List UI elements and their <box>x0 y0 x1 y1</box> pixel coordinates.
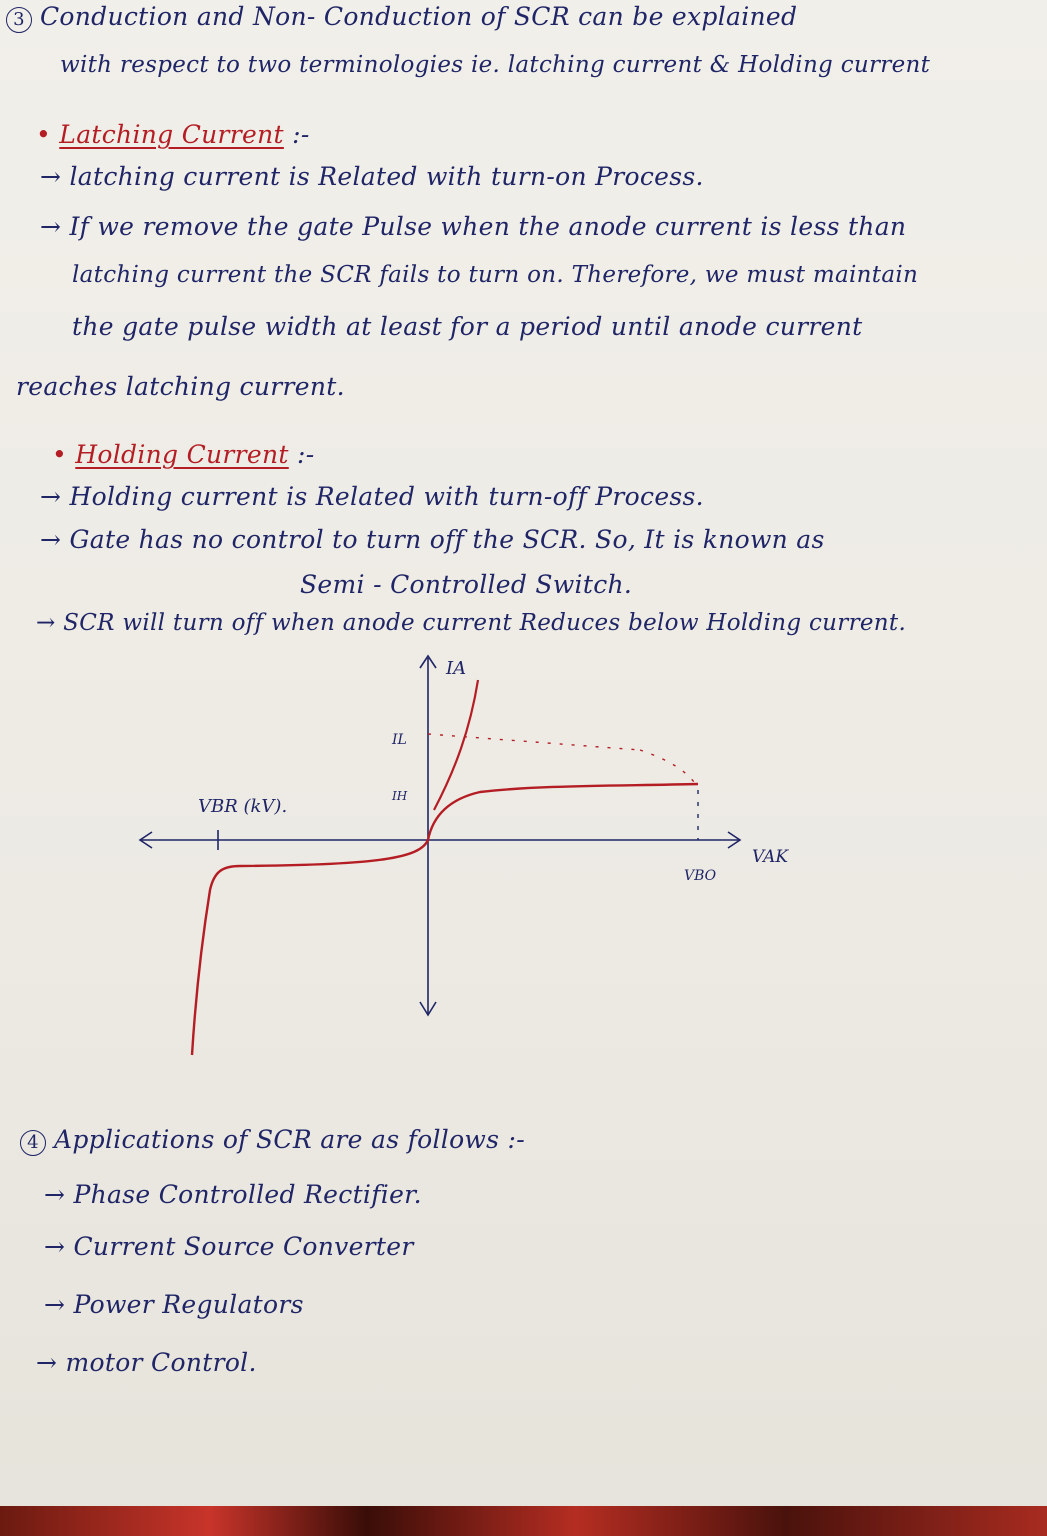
il-dotted-curve <box>640 750 698 788</box>
holding-line-3: Semi - Controlled Switch. <box>300 570 633 599</box>
holding-heading-line <box>52 440 315 469</box>
latching-heading-line <box>36 120 310 149</box>
section-4-title-line <box>20 1125 525 1156</box>
bullet-holding: • <box>52 440 76 469</box>
ih-label: IH <box>392 789 408 803</box>
application-item-3: → Power Regulators <box>44 1290 304 1319</box>
vbr-label: VBR (kV). <box>198 796 288 817</box>
latching-line-3: latching current the SCR fails to turn on. Therefore, we must maintain <box>72 262 919 288</box>
x-axis-label: VAK <box>752 847 789 867</box>
latching-heading-suffix: :- <box>292 120 310 149</box>
reverse-characteristic-curve <box>192 840 428 1055</box>
latching-heading: Latching Current <box>59 120 284 149</box>
bullet-latching: • <box>36 120 60 149</box>
application-item-2: → Current Source Converter <box>44 1232 414 1261</box>
il-label: IL <box>392 732 407 748</box>
section-4-number: 4 <box>20 1130 46 1156</box>
latching-line-5: reaches latching current. <box>16 372 345 401</box>
conduction-branch-curve <box>434 680 478 810</box>
latching-line-4: the gate pulse width at least for a period until anode current <box>72 312 863 341</box>
application-item-4: → motor Control. <box>36 1348 257 1377</box>
latching-line-2: → If we remove the gate Pulse when the anode current is less than <box>40 212 907 241</box>
application-item-1: → Phase Controlled Rectifier. <box>44 1180 422 1209</box>
section-3-intro-line-1 <box>6 2 797 33</box>
background-fabric-edge <box>0 1506 1047 1536</box>
holding-heading: Holding Current <box>75 440 289 469</box>
latching-line-1: → latching current is Related with turn-on Process. <box>40 162 704 191</box>
holding-line-2: → Gate has no control to turn off the SCR. So, It is known as <box>40 525 825 554</box>
il-dotted-line <box>428 734 640 750</box>
y-axis-label: IA <box>446 658 467 679</box>
forward-characteristic-curve <box>428 784 698 840</box>
holding-heading-suffix: :- <box>297 440 315 469</box>
vbo-label: VBO <box>684 868 717 884</box>
scr-vi-characteristic-diagram <box>0 640 1047 1080</box>
section-3-number: 3 <box>6 7 32 33</box>
holding-line-4: → SCR will turn off when anode current Reduces below Holding current. <box>36 610 907 636</box>
holding-line-1: → Holding current is Related with turn-off Process. <box>40 482 704 511</box>
section-3-intro-text-1: Conduction and Non- Conduction of SCR can be explained <box>40 2 798 31</box>
section-3-intro-line-2: with respect to two terminologies ie. latching current & Holding current <box>60 52 931 78</box>
section-4-title: Applications of SCR are as follows :- <box>54 1125 525 1154</box>
